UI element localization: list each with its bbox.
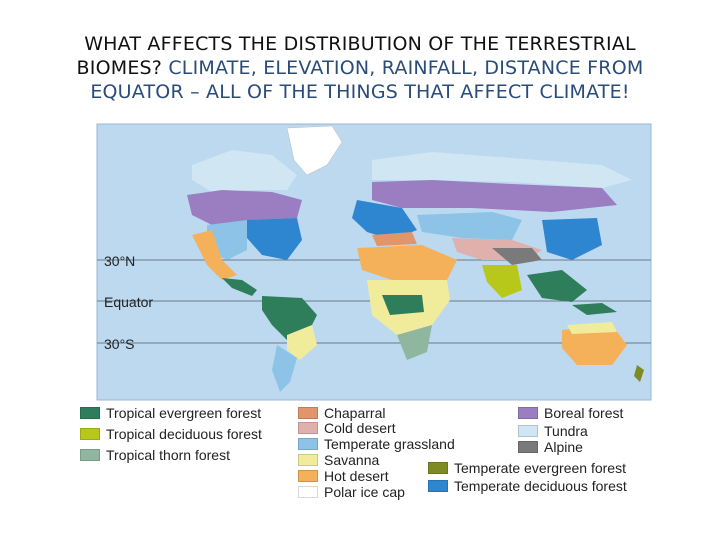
legend-label: Tropical thorn forest	[106, 447, 230, 463]
legend-label: Tropical deciduous forest	[106, 426, 262, 442]
title-line-2-question: BIOMES?	[76, 57, 163, 79]
legend-label: Tundra	[544, 423, 588, 439]
legend-label: Savanna	[324, 452, 380, 468]
slide-title	[20, 32, 700, 104]
legend-swatch	[80, 449, 100, 461]
legend-label: Temperate evergreen forest	[454, 460, 626, 476]
legend-swatch	[80, 407, 100, 419]
legend-swatch	[518, 425, 538, 437]
biome-legend	[72, 405, 654, 500]
legend-label: Temperate grassland	[324, 436, 455, 452]
legend-item	[428, 460, 626, 476]
legend-item	[298, 484, 405, 500]
legend-item	[518, 439, 583, 455]
legend-swatch	[428, 480, 448, 492]
map-graphic	[72, 120, 654, 405]
legend-label: Alpine	[544, 439, 583, 455]
legend-label: Tropical evergreen forest	[106, 405, 262, 421]
legend-item	[80, 447, 230, 463]
legend-label: Temperate deciduous forest	[454, 478, 627, 494]
legend-item	[298, 452, 379, 468]
title-line-1: WHAT AFFECTS THE DISTRIBUTION OF THE TERRESTRIAL	[84, 33, 636, 55]
legend-label: Boreal forest	[544, 405, 624, 421]
legend-swatch	[298, 486, 318, 498]
legend-label: Hot desert	[324, 468, 389, 484]
legend-swatch	[298, 454, 318, 466]
legend-item	[518, 405, 623, 421]
legend-item	[298, 420, 396, 436]
legend-item	[80, 405, 261, 421]
legend-swatch	[298, 407, 318, 419]
legend-label: Polar ice cap	[324, 484, 405, 500]
latitude-label-equator: Equator	[104, 294, 154, 310]
title-line-3: EQUATOR – ALL OF THE THINGS THAT AFFECT CLIMATE!	[90, 81, 630, 103]
legend-item	[80, 426, 262, 442]
legend-swatch	[518, 441, 538, 453]
title-line-2-answer: CLIMATE, ELEVATION, RAINFALL, DISTANCE FROM	[168, 57, 644, 79]
latitude-label-30s: 30°S	[104, 336, 135, 352]
legend-swatch	[298, 422, 318, 434]
legend-label: Cold desert	[324, 420, 396, 436]
legend-swatch	[298, 470, 318, 482]
legend-swatch	[518, 407, 538, 419]
legend-item	[298, 405, 385, 421]
legend-swatch	[298, 438, 318, 450]
legend-item	[298, 436, 455, 452]
legend-label: Chaparral	[324, 405, 386, 421]
legend-item	[518, 423, 588, 439]
title-line-2	[20, 56, 700, 80]
legend-item	[428, 478, 627, 494]
legend-swatch	[428, 462, 448, 474]
latitude-label-30n: 30°N	[104, 253, 136, 269]
legend-item	[298, 468, 389, 484]
legend-swatch	[80, 428, 100, 440]
